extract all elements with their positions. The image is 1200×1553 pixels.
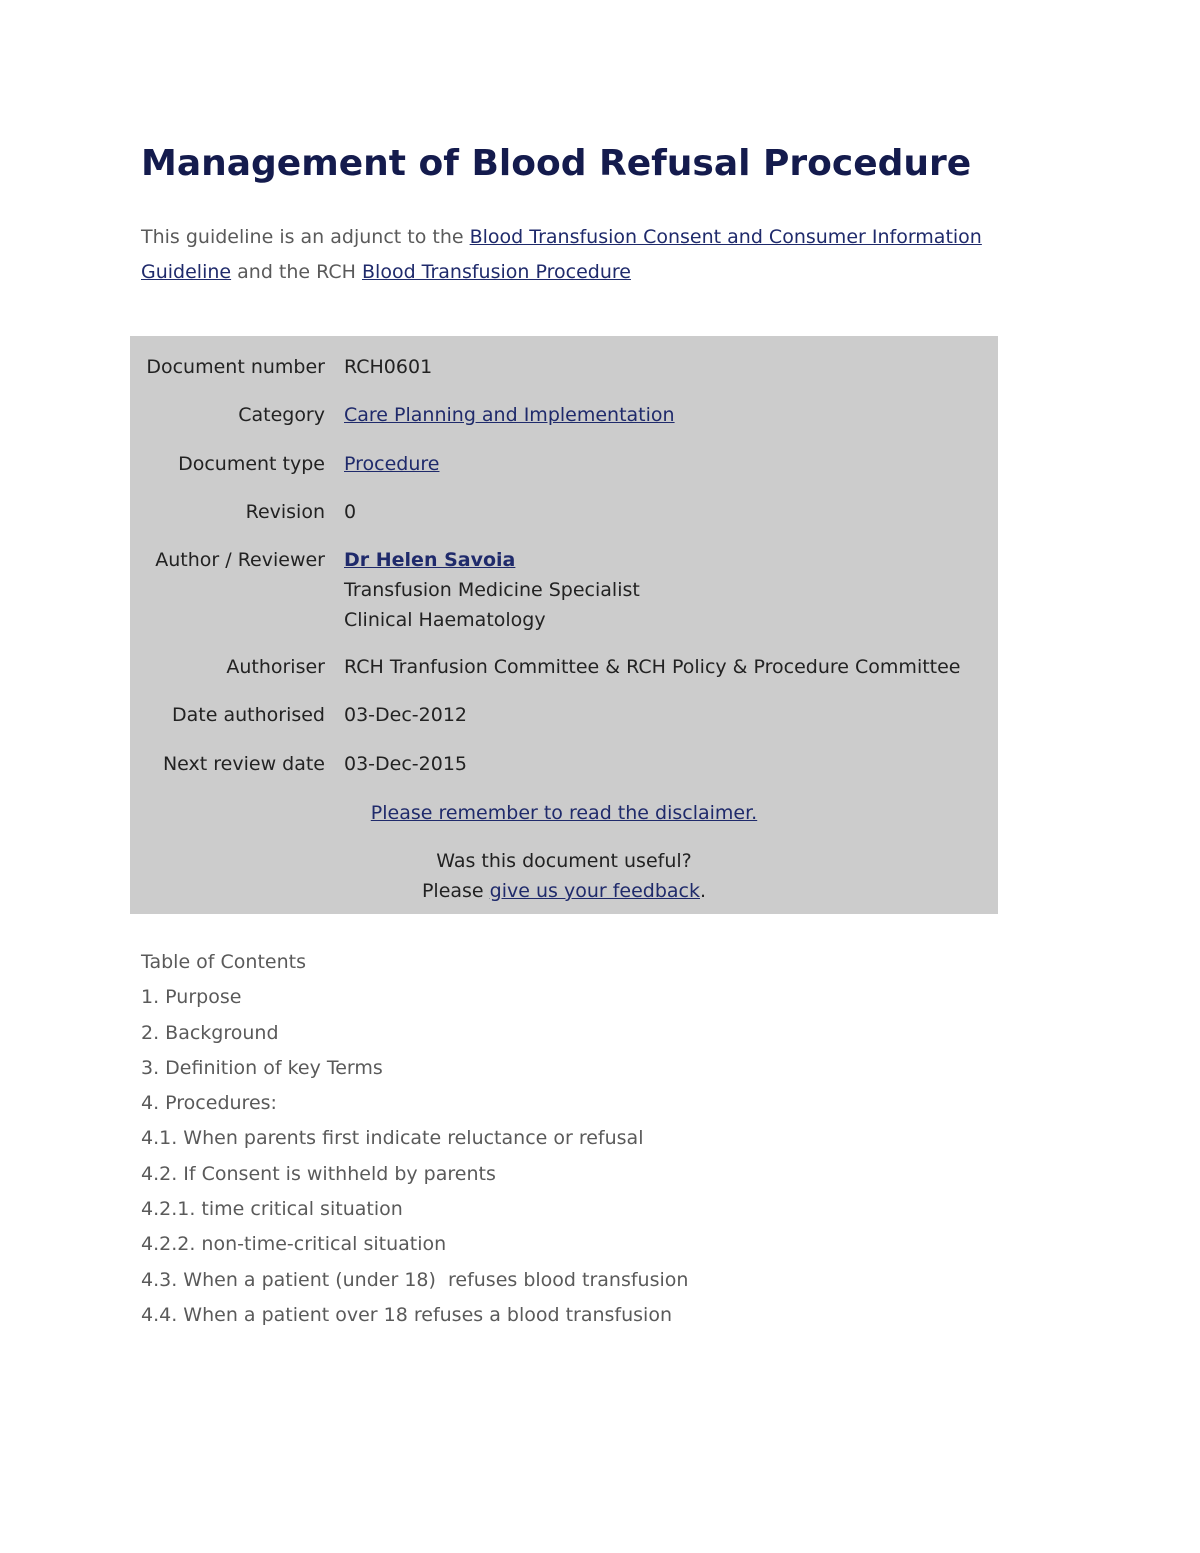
consent-guideline-link[interactable]: Blood Transfusion Consent and Consumer Information Guideline <box>141 226 982 283</box>
feedback-suffix: . <box>700 880 707 902</box>
document-metadata-panel <box>130 336 998 914</box>
intro-prefix: This guideline is an adjunct to the <box>141 226 470 248</box>
author-name-link[interactable]: Dr Helen Savoia <box>344 549 516 571</box>
disclaimer-link[interactable]: Please remember to read the disclaimer. <box>370 802 758 824</box>
toc-item-4-3: 4.3. When a patient (under 18) refuses blood transfusion <box>141 1268 689 1291</box>
toc-item-4-2-1: 4.2.1. time critical situation <box>141 1198 403 1221</box>
toc-item-purpose: 1. Purpose <box>141 986 242 1009</box>
table-of-contents <box>141 945 688 1333</box>
document-type-label: Document type <box>178 453 325 475</box>
document-type-link[interactable]: Procedure <box>344 453 440 475</box>
transfusion-procedure-link[interactable]: Blood Transfusion Procedure <box>362 261 631 283</box>
toc-title: Table of Contents <box>141 951 306 973</box>
authoriser-value: RCH Tranfusion Committee & RCH Policy & Procedure Committee <box>344 656 961 678</box>
next-review-date-label: Next review date <box>162 753 325 775</box>
toc-item-4-1: 4.1. When parents first indicate reluctance or refusal <box>141 1127 644 1150</box>
page-title: Management of Blood Refusal Procedure <box>141 143 972 184</box>
date-authorised-value: 03-Dec-2012 <box>344 704 468 726</box>
category-label: Category <box>238 404 325 426</box>
toc-item-definitions: 3. Definition of key Terms <box>141 1056 383 1079</box>
document-number-value: RCH0601 <box>344 356 433 378</box>
authoriser-label: Authoriser <box>226 656 325 678</box>
revision-label: Revision <box>245 501 325 523</box>
revision-value: 0 <box>344 501 357 523</box>
next-review-date-value: 03-Dec-2015 <box>344 753 468 775</box>
author-department: Clinical Haematology <box>344 609 546 631</box>
toc-item-4-2: 4.2. If Consent is withheld by parents <box>141 1162 496 1185</box>
feedback-prefix: Please <box>421 880 490 902</box>
date-authorised-label: Date authorised <box>172 704 325 726</box>
toc-item-background: 2. Background <box>141 1021 279 1044</box>
toc-item-4-4: 4.4. When a patient over 18 refuses a blood transfusion <box>141 1303 672 1326</box>
document-number-label: Document number <box>146 356 325 378</box>
category-link[interactable]: Care Planning and Implementation <box>344 404 675 426</box>
toc-item-procedures: 4. Procedures: <box>141 1092 277 1115</box>
feedback-block <box>130 846 998 906</box>
author-label: Author / Reviewer <box>155 549 325 571</box>
author-role: Transfusion Medicine Specialist <box>344 579 640 601</box>
feedback-question: Was this document useful? <box>436 850 692 872</box>
feedback-link[interactable]: give us your feedback <box>489 880 700 902</box>
intro-middle: and the RCH <box>231 261 362 283</box>
intro-paragraph <box>141 220 1041 290</box>
toc-item-4-2-2: 4.2.2. non-time-critical situation <box>141 1233 447 1256</box>
